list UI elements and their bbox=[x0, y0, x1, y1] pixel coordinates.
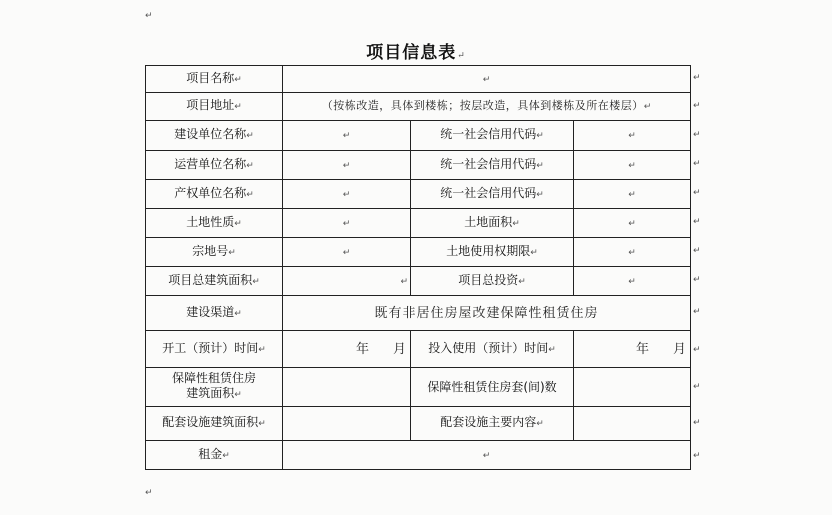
label-land-nature: 土地性质↵ bbox=[146, 209, 283, 238]
value-facilities-content[interactable] bbox=[574, 407, 691, 441]
value-construction-channel[interactable]: 既有非居住房屋改建保障性租赁住房 bbox=[283, 296, 691, 331]
value-start-time[interactable]: 年 月 bbox=[283, 331, 411, 368]
label-total-floor-area: 项目总建筑面积↵ bbox=[146, 267, 283, 296]
row-end-mark: ↵ bbox=[693, 345, 701, 355]
value-rental-units[interactable] bbox=[574, 368, 691, 407]
table-row bbox=[146, 441, 691, 470]
table-row bbox=[146, 238, 691, 267]
label-parcel-number: 宗地号↵ bbox=[146, 238, 283, 267]
table-row bbox=[146, 407, 691, 441]
label-property-unit: 产权单位名称↵ bbox=[146, 180, 283, 209]
label-rental-units: 保障性租赁住房套(间)数 bbox=[411, 368, 574, 407]
label-facilities-content: 配套设施主要内容↵ bbox=[411, 407, 574, 441]
row-end-mark: ↵ bbox=[693, 451, 701, 461]
label-total-investment: 项目总投资↵ bbox=[411, 267, 574, 296]
table-row bbox=[146, 180, 691, 209]
label-project-address: 项目地址↵ bbox=[146, 93, 283, 121]
value-operation-time[interactable]: 年 月 bbox=[574, 331, 691, 368]
row-end-mark: ↵ bbox=[693, 101, 701, 111]
label-land-use-term: 土地使用权期限↵ bbox=[411, 238, 574, 267]
table-row bbox=[146, 66, 691, 93]
label-facilities-area: 配套设施建筑面积↵ bbox=[146, 407, 283, 441]
label-land-area: 土地面积↵ bbox=[411, 209, 574, 238]
paragraph-mark: ↵ bbox=[145, 488, 153, 498]
label-operating-unit: 运营单位名称↵ bbox=[146, 151, 283, 180]
label-credit-code-3: 统一社会信用代码↵ bbox=[411, 180, 574, 209]
table-row bbox=[146, 368, 691, 407]
value-property-unit[interactable]: ↵ bbox=[283, 180, 411, 209]
row-end-mark: ↵ bbox=[693, 217, 701, 227]
value-rent[interactable]: ↵ bbox=[283, 441, 691, 470]
table-row bbox=[146, 151, 691, 180]
project-info-table bbox=[145, 65, 691, 470]
value-total-investment[interactable]: ↵ bbox=[574, 267, 691, 296]
value-construction-unit[interactable]: ↵ bbox=[283, 121, 411, 151]
row-end-mark: ↵ bbox=[693, 159, 701, 169]
row-end-mark: ↵ bbox=[693, 307, 701, 317]
label-rent: 租金↵ bbox=[146, 441, 283, 470]
table-row bbox=[146, 331, 691, 368]
value-rental-floor-area[interactable] bbox=[283, 368, 411, 407]
label-operation-time: 投入使用（预计）时间↵ bbox=[411, 331, 574, 368]
table-row bbox=[146, 209, 691, 238]
value-project-name[interactable]: ↵ bbox=[283, 66, 691, 93]
table-row bbox=[146, 121, 691, 151]
paragraph-mark: ↵ bbox=[145, 11, 153, 21]
label-construction-channel: 建设渠道↵ bbox=[146, 296, 283, 331]
row-end-mark: ↵ bbox=[693, 275, 701, 285]
row-end-mark: ↵ bbox=[693, 130, 701, 140]
value-land-nature[interactable]: ↵ bbox=[283, 209, 411, 238]
value-operating-unit[interactable]: ↵ bbox=[283, 151, 411, 180]
label-project-name: 项目名称↵ bbox=[146, 66, 283, 93]
table-row bbox=[146, 296, 691, 331]
value-total-floor-area[interactable]: ↵ bbox=[283, 267, 411, 296]
document-title: 项目信息表↵ bbox=[366, 43, 466, 63]
label-construction-unit: 建设单位名称↵ bbox=[146, 121, 283, 151]
label-credit-code-1: 统一社会信用代码↵ bbox=[411, 121, 574, 151]
label-rental-floor-area: 保障性租赁住房 建筑面积↵ bbox=[146, 368, 283, 407]
value-credit-code-3[interactable]: ↵ bbox=[574, 180, 691, 209]
table-row bbox=[146, 267, 691, 296]
value-land-area[interactable]: ↵ bbox=[574, 209, 691, 238]
value-credit-code-1[interactable]: ↵ bbox=[574, 121, 691, 151]
value-project-address[interactable]: （按栋改造，具体到楼栋；按层改造，具体到楼栋及所在楼层）↵ bbox=[283, 93, 691, 121]
row-end-mark: ↵ bbox=[693, 246, 701, 256]
value-parcel-number[interactable]: ↵ bbox=[283, 238, 411, 267]
row-end-mark: ↵ bbox=[693, 188, 701, 198]
value-credit-code-2[interactable]: ↵ bbox=[574, 151, 691, 180]
label-start-time: 开工（预计）时间↵ bbox=[146, 331, 283, 368]
table-row bbox=[146, 93, 691, 121]
row-end-mark: ↵ bbox=[693, 382, 701, 392]
value-facilities-area[interactable] bbox=[283, 407, 411, 441]
row-end-mark: ↵ bbox=[693, 73, 701, 83]
value-land-use-term[interactable]: ↵ bbox=[574, 238, 691, 267]
row-end-mark: ↵ bbox=[693, 418, 701, 428]
label-credit-code-2: 统一社会信用代码↵ bbox=[411, 151, 574, 180]
